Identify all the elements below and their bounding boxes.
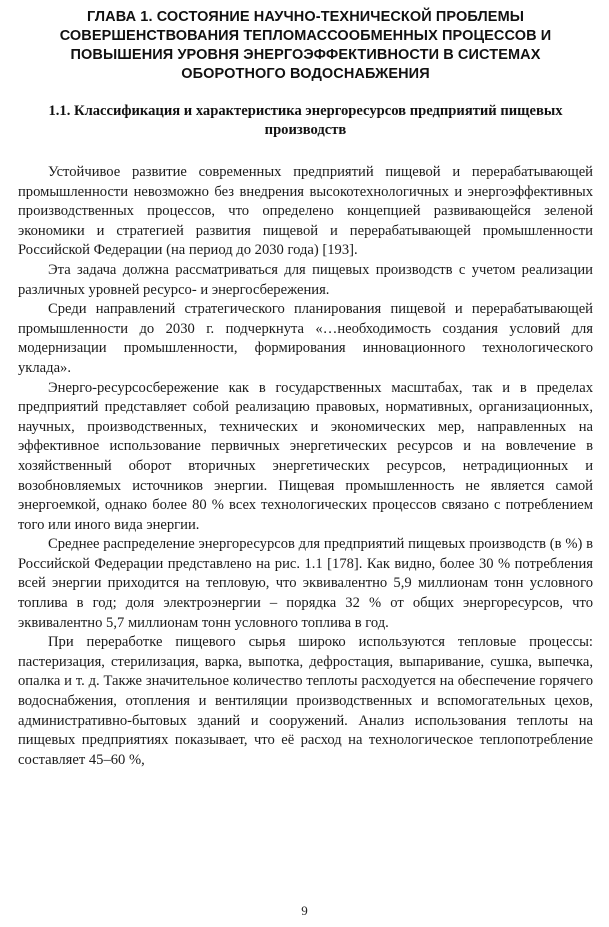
- paragraph: Среднее распределение энергоресурсов для предприятий пищевых производств (в %) в Российской Федерации представлено на рис. 1.1 [178]. Как видно, более 30 % потребления всей энергии приходится на тепловую, что эквивалентно 5,9 миллионам тонн условного топлива в год; доля электроэнергии – порядка 32 % от общих энергоресурсов, что эквивалентно 5,7 миллионам тонн условного топлива в год.: [18, 536, 593, 631]
- paragraph: Устойчивое развитие современных предприятий пищевой и перерабатывающей промышленности невозможно без внедрения высокотехнологичных и энергоэффективных производственных процессов, что определено концепцией развивающейся зеленой экономики и стратегией развития пищевой и перерабатывающей промышленности Российской Федерации (на период до 2030 года) [193].: [18, 164, 593, 259]
- paragraph: Энерго-ресурсосбережение как в государственных масштабах, так и в пределах предприятий представляет собой реализацию правовых, нормативных, организационных, научных, производственных, технических и экономических мер, направленных на эффективное использование первичных энергетических ресурсов и на вовлечение в хозяйственный оборот вторичных энергетических ресурсов, нетрадиционных и возобновляемых источников энергии. Пищевая промышленность не является самой энергоемкой, однако более 80 % всех технологических процессов связано с потреблением того или иного вида энергии.: [18, 379, 593, 533]
- paragraph: Среди направлений стратегического планирования пищевой и перерабатывающей промышленности до 2030 г. подчеркнута «…необходимость создания условий для модернизации промышленности, формирования инновационного технологического уклада».: [18, 301, 593, 376]
- chapter-title: ГЛАВА 1. СОСТОЯНИЕ НАУЧНО-ТЕХНИЧЕСКОЙ ПРОБЛЕМЫ СОВЕРШЕНСТВОВАНИЯ ТЕПЛОМАССООБМЕННЫХ ПРОЦЕССОВ И ПОВЫШЕНИЯ УРОВНЯ ЭНЕРГОЭФФЕКТИВНОСТИ В СИСТЕМАХ ОБОРОТНОГО ВОДОСНАБЖЕНИЯ: [59, 9, 552, 82]
- paragraph: При переработке пищевого сырья широко используются тепловые процессы: пастеризация, стерилизация, варка, выпотка, дефростация, выпаривание, сушка, выпечка, опалка и т. д. Также значительное количество теплоты расходуется на обеспечение горячего водоснабжения, отопления и вентиляции производственных и вспомогательных цехов, административно-бытовых зданий и сооружений. Анализ использования теплоты на пищевых предприятиях показывает, что её расход на технологическое теплопотребление составляет 45–60 %,: [18, 634, 593, 768]
- paragraph: Эта задача должна рассматриваться для пищевых производств с учетом реализации различных уровней ресурсо- и энергосбережения.: [18, 261, 593, 298]
- page-number: 9: [301, 903, 308, 918]
- body-text: [18, 163, 593, 770]
- section-title: 1.1. Классификация и характеристика энергоресурсов предприятий пищевых производств: [48, 103, 563, 138]
